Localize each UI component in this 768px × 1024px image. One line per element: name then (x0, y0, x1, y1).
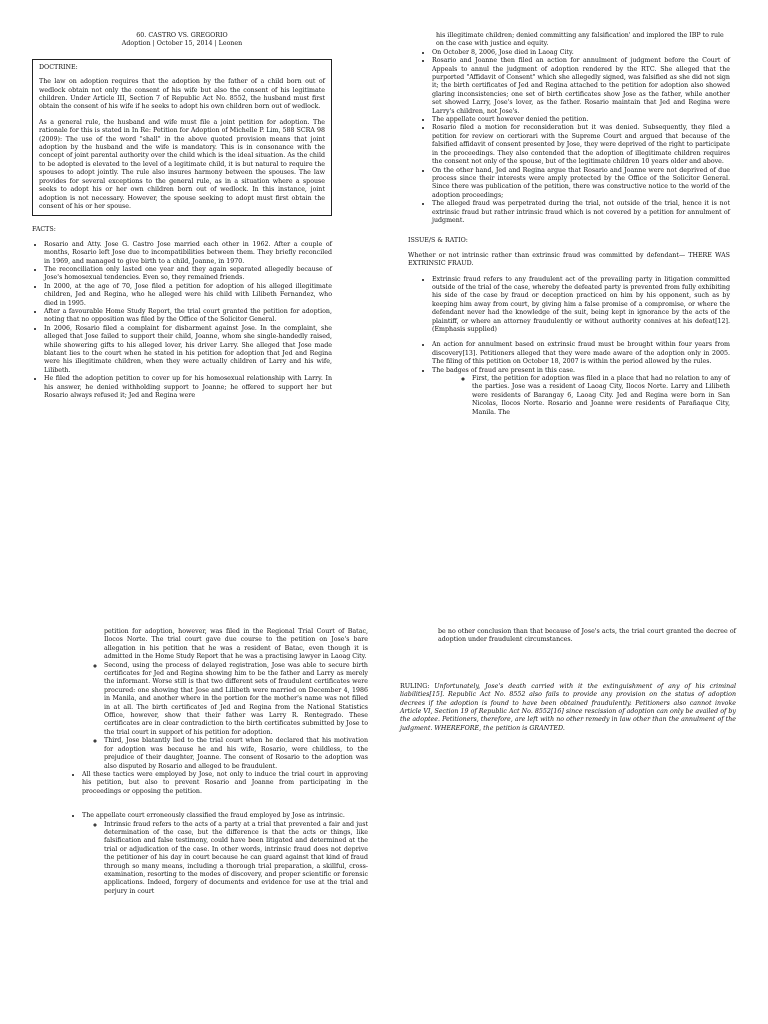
list-item: • He filed the adoption petition to cover up for his homosexual relationship with Larry. In his answer, he denied withholding support to Joanne; he offered to support her but Rosario always refused it; Jed and Regina were (44, 375, 332, 400)
list-item: • Rosario and Joanne then filed an action for annulment of judgment before the Court of Appeals to annul the judgment of adoption rendered by the RTC. She alleged that the purported "Affidavit of Consent" which she allegedly signed, was falsified as she did not sign it; the birth certificates of Jed and Regina attached to the petition for adoption also showed glaring inconsistencies; one set of birth certificates show Jose as the father, while another set showed Larry, Jose's lover, as the father. Rosario maintain that Jed and Regina were Larry's children, not Jose's. (432, 57, 730, 116)
page2-left-column (70, 628, 368, 896)
intrinsic-sublist (70, 821, 368, 897)
list-item: • The reconciliation only lasted one year and they again separated allegedly because of Jose's homosexual tendencies. Even so, they remained friends. (44, 266, 332, 283)
list-item: • An action for annulment based on extrinsic fraud must be brought within four years from discovery[13]. Petitioners alleged that they were made aware of the adoption only in 2005. The filing of this petition on October 18, 2007 is within the period allowed by the rules. (432, 341, 730, 366)
continuation-text: be no other conclusion than that because of Jose's acts, the trial court granted the decree of adoption under fraudulent circumstances. (438, 628, 736, 644)
list-item: • The appellate court however denied the petition. (432, 116, 730, 124)
list-item: • Rosario and Atty. Jose G. Castro Jose married each other in 1962. After a couple of months, Rosario left Jose due to incompatibilities between them. They briefly reconciled in 1969, and managed to give birth to a child, Joanne, in 1970. (44, 241, 332, 266)
list-item: • Rosario filed a motion for reconsideration but it was denied. Subsequently, they filed a petition for review on certiorari with the Supreme Court and argued that because of the falsified affidavit of consent presented by Jose, they were deprived of the right to participate in the proceedings. They also contended that the adoption of illegitimate children requires the consent not only of the spouse, but of the legitimate children 10 years older and above. (432, 124, 730, 166)
ruling-text: Unfortunately, Jose's death carried with it the extinguishment of any of his criminal liabilities[15]. Republic Act No. 8552 also fails to provide any provision on the status of adoption decrees if the adoption is found to have been obtained fraudulently. Petitioners also cannot invoke Article VI, Section 19 of Republic Act No. 8552[16] since rescission of adoption can only be availed of by the adoptee. Petitioners, therefore, are left with no other remedy in law other than the annulment of the judgment. WHEREFORE, the petition is GRANTED. (400, 682, 736, 732)
page1-left-column (32, 32, 332, 400)
doctrine-box (32, 59, 332, 217)
ruling-block (400, 683, 736, 733)
case-title: 60. CASTRO VS. GREGORIO (136, 32, 228, 39)
appellate-list (70, 812, 368, 820)
proceedings-list (408, 49, 730, 226)
list-item: ◦ Third, Jose blatantly lied to the trial court when he declared that his motivation for adoption was because he and his wife, Rosario, were childless, to the prejudice of their daughter, Joanne. The consent of Rosario to the adoption was also disputed by Rosario and alleged to be fraudulent. (104, 737, 368, 771)
continuation-text: his illegitimate children; denied committing any falsification' and implored the IBP to rule on the case with justice and equity. (436, 32, 724, 48)
list-item: ◦ Second, using the process of delayed registration, Jose was able to secure birth certificates for Jed and Regina showing him to be the father and Larry as merely the informant. Worse still is that two different sets of fraudulent certificates were procured: one showing that Jose and Lilibeth were married on December 4, 1986 in Manila, and another where in the portion for the mother's name was not filled in at all. The birth certificates of Jed and Regina from the National Statistics Office, however, show that their father was Larry R. Rentegrado. These certificates are in clear contradiction to the birth certificates submitted by Jose to the trial court in support of his petition for adoption. (104, 662, 368, 738)
doctrine-paragraph-2: As a general rule, the husband and wife must file a joint petition for adoption. The rationale for this is stated in In Re: Petition for Adoption of Michelle P. Lim, 588 SCRA 98 (2009): The use of the word "shall" in the above quoted provision means that joint adoption by the husband and the wife is mandatory. This is in consonance with the concept of joint parental authority over the child which is the ideal situation. As the child to be adopted is elevated to the level of a legitimate child, it is but natural to require the spouses to adopt jointly. The rule also insures harmony between the spouses. The law provides for several exceptions to the general rule, as in a situation where a spouse seeks to adopt his or her own children born out of wedlock. In this instance, joint adoption is not necessary. However, the spouse seeking to adopt must first obtain the consent of his or her spouse. (39, 118, 325, 210)
doctrine-label: DOCTRINE: (39, 63, 78, 71)
list-item: • In 2000, at the age of 70, Jose filed a petition for adoption of his alleged illegitimate children, Jed and Regina, who he alleged were his child with Lilibeth Fernandez, who died in 1995. (44, 283, 332, 308)
facts-label: FACTS: (32, 226, 56, 234)
list-item: ◦ First, the petition for adoption was filed in a place that had no relation to any of the parties. Jose was a resident of Laoag City, Ilocos Norte. Larry and Lilibeth were residents of Barangay 6, Laoag City. Jed and Regina were born in San Nicolas, Ilocos Norte. Rosario and Joanne were residents of Parañaque City, Manila. The (472, 375, 730, 417)
list-item: • The badges of fraud are present in this case. (432, 367, 730, 375)
page1-right-column (408, 32, 730, 417)
list-item: • All these tactics were employed by Jose, not only to induce the trial court in approving his petition, but also to prevent Rosario and Joanne from participating in the proceedings or opposing the petition. (82, 771, 368, 796)
list-item: • On October 8, 2006, Jose died in Laoag City. (432, 49, 730, 57)
badges-sublist (408, 375, 730, 417)
list-item: • Extrinsic fraud refers to any fraudulent act of the prevailing party in litigation committed outside of the trial of the case, whereby the defeated party is prevented from fully exhibiting his side of the case by fraud or deception practiced on him by his opponent, such as by keeping him away from court, by giving him a false promise of a compromise, or where the defendant never had the knowledge of the suit, being kept in ignorance by the acts of the plaintiff, or where an attorney fraudulently or without authority connives at his defeat[12]. (Emphasis supplied) (432, 276, 730, 335)
list-item: ◦ Intrinsic fraud refers to the acts of a party at a trial that prevented a fair and just determination of the case, but the difference is that the acts or things, like falsification and false testimony, could have been litigated and determined at the trial or adjudication of the case. In other words, intrinsic fraud does not deprive the petitioner of his day in court because he can guard against that kind of fraud through so many means, including a thorough trial preparation, a skillful, cross-examination, resorting to the modes of discovery, and proper scientific or forensic applications. Indeed, forgery of documents and evidence for use at the trial and perjury in court (104, 821, 368, 897)
list-item: • The alleged fraud was perpetrated during the trial, not outside of the trial, hence it is not extrinsic fraud but rather intrinsic fraud which is not covered by a petition for annulment of judgment. (432, 200, 730, 225)
list-item: • After a favourable Home Study Report, the trial court granted the petition for adoption, noting that no opposition was filed by the Office of the Solicitor General. (44, 308, 332, 325)
issue-question: Whether or not intrinsic rather than extrinsic fraud was committed by defendant— THERE WAS EXTRINSIC FRAUD. (408, 251, 730, 268)
facts-list (32, 241, 332, 401)
tactics-list (70, 771, 368, 796)
list-item: • On the other hand, Jed and Regina argue that Rosario and Joanne were not deprived of due process since their interests were amply protected by the Office of the Solicitor General. Since there was publication of the petition, there was constructive notice to the world of the adoption proceedings; (432, 167, 730, 201)
page2-right-column (400, 628, 736, 733)
continuation-text: petition for adoption, however, was filed in the Regional Trial Court of Batac, Ilocos Norte. The trial court gave due course to the petition on Jose's bare allegation in his petition that he was a resident of Batac, even though it is admitted in the Home Study Report that he was a practising lawyer in Laoag City. (104, 628, 368, 661)
doctrine-paragraph-1: The law on adoption requires that the adoption by the father of a child born out of wedlock obtain not only the consent of his wife but also the consent of his legitimate children. Under Article III, Section 7 of Republic Act No. 8552, the husband must first obtain the consent of his wife if he seeks to adopt his own children born out of wedlock. (39, 78, 325, 111)
list-item: • The appellate court erroneously classified the fraud employed by Jose as intrinsic. (82, 812, 368, 820)
issues-label: ISSUE/S & RATIO: (408, 237, 468, 245)
case-subtitle: Adoption | October 15, 2014 | Leonen (121, 40, 243, 48)
ratio-list (408, 276, 730, 375)
ruling-label: RULING: (400, 682, 430, 690)
badges-sublist (70, 662, 368, 771)
list-item: • In 2006, Rosario filed a complaint for disbarment against Jose. In the complaint, she alleged that Jose failed to support their child, Joanne, whom she single-handedly raised, while showering gifts to his alleged lover, his driver Larry. She alleged that Jose made blatant lies to the court when he stated in his petition for adoption that Jed and Regina were his illegitimate children, when they were actually children of Larry and his wife, Lilibeth. (44, 325, 332, 375)
